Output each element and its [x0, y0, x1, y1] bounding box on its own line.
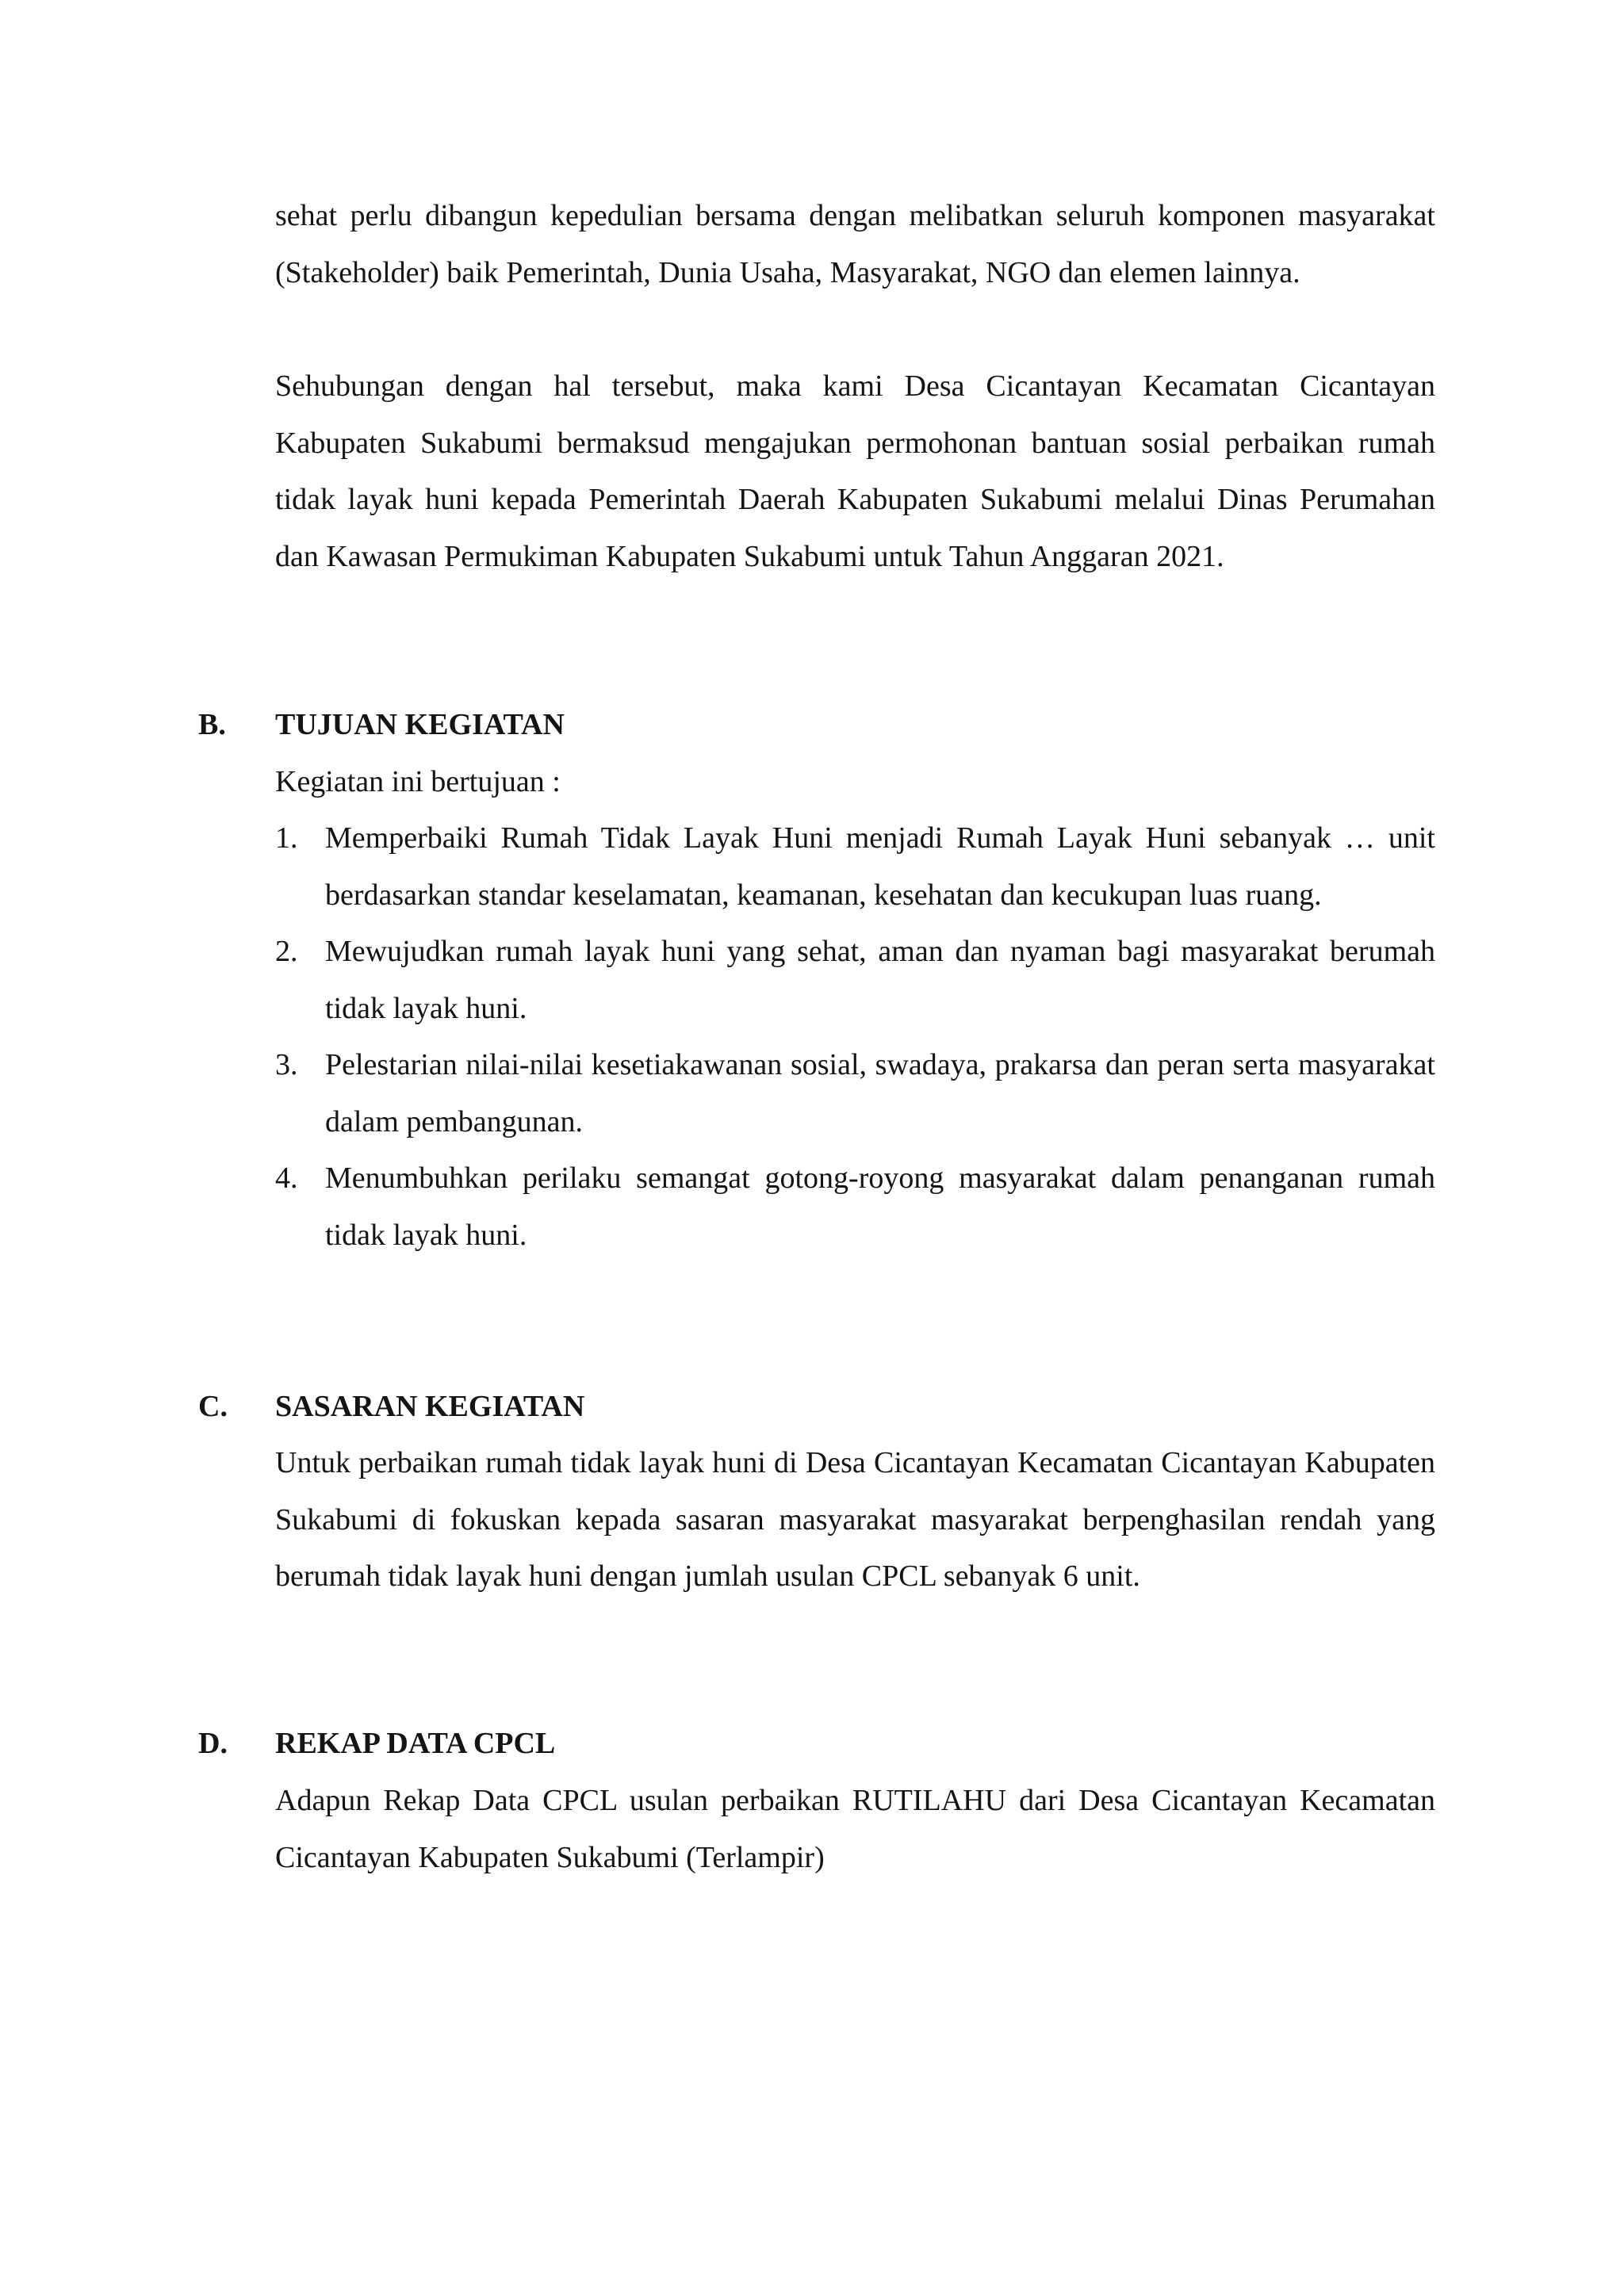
intro-paragraph-1: sehat perlu dibangun kepedulian bersama dengan melibatkan seluruh komponen masyarakat (Stakeholder) baik Pemerintah, Dunia Usaha, Masyarakat, NGO dan elemen lainnya.: [275, 199, 1435, 289]
list-item: [275, 810, 1435, 924]
section-d-text: Adapun Rekap Data CPCL usulan perbaikan RUTILAHU dari Desa Cicantayan Kecamatan Cicantayan Kabupaten Sukabumi (Terlampir): [275, 1784, 1435, 1874]
list-item-number: 3.: [275, 1048, 298, 1081]
list-item: [275, 924, 1435, 1037]
section-c-title: SASARAN KEGIATAN: [275, 1390, 585, 1423]
section-d-letter: D.: [198, 1727, 228, 1760]
list-item-number: 2.: [275, 935, 298, 968]
section-b-letter: B.: [198, 708, 226, 741]
list-item-text: Memperbaiki Rumah Tidak Layak Huni menjadi Rumah Layak Huni sebanyak … unit berdasarkan standar keselamatan, keamanan, kesehatan dan kecukupan luas ruang.: [325, 821, 1435, 912]
section-b-intro: Kegiatan ini bertujuan :: [275, 765, 561, 798]
section-b-title: TUJUAN KEGIATAN: [275, 708, 565, 741]
section-c-text: Untuk perbaikan rumah tidak layak huni di Desa Cicantayan Kecamatan Cicantayan Kabupaten Sukabumi di fokuskan kepada sasaran masyarakat masyarakat berpenghasilan rendah yang berumah tidak layak huni dengan jumlah usulan CPCL sebanyak 6 unit.: [275, 1446, 1435, 1593]
section-d-title: REKAP DATA CPCL: [275, 1727, 556, 1760]
objectives-list: [275, 810, 1435, 1264]
list-item-number: 4.: [275, 1161, 298, 1195]
list-item: [275, 1037, 1435, 1150]
list-item-text: Mewujudkan rumah layak huni yang sehat, aman dan nyaman bagi masyarakat berumah tidak layak huni.: [325, 935, 1435, 1025]
list-item: [275, 1150, 1435, 1264]
list-item-text: Pelestarian nilai-nilai kesetiakawanan sosial, swadaya, prakarsa dan peran serta masyarakat dalam pembangunan.: [325, 1048, 1435, 1138]
intro-paragraph-2: Sehubungan dengan hal tersebut, maka kami Desa Cicantayan Kecamatan Cicantayan Kabupaten Sukabumi bermaksud mengajukan permohonan bantuan sosial perbaikan rumah tidak layak huni kepada Pemerintah Daerah Kabupaten Sukabumi melalui Dinas Perumahan dan Kawasan Permukiman Kabupaten Sukabumi untuk Tahun Anggaran 2021.: [275, 369, 1435, 573]
list-item-text: Menumbuhkan perilaku semangat gotong-royong masyarakat dalam penanganan rumah tidak layak huni.: [325, 1161, 1435, 1252]
list-item-number: 1.: [275, 821, 298, 855]
section-c-letter: C.: [198, 1390, 228, 1423]
